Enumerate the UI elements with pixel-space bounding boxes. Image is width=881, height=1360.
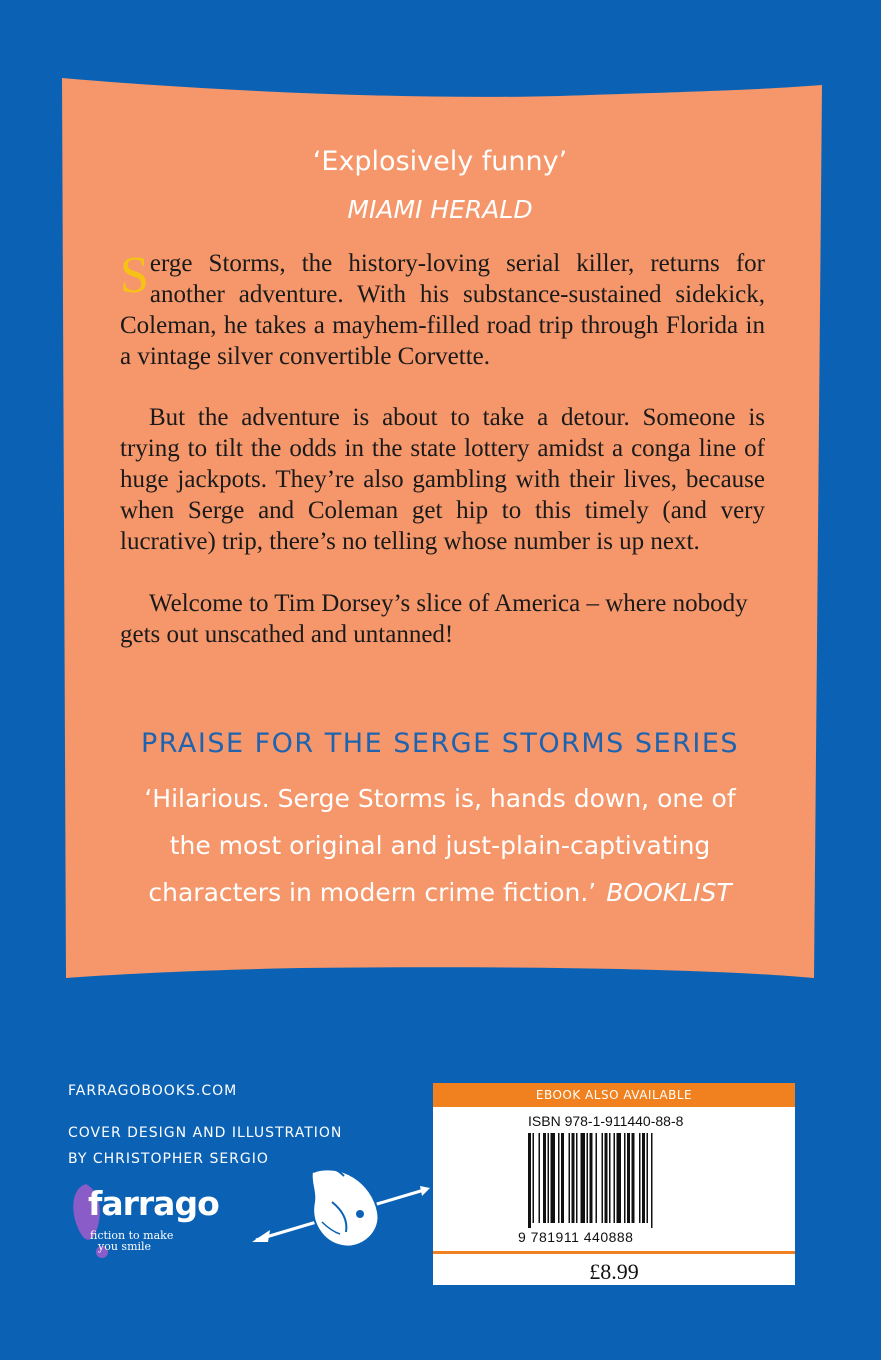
barcode-bar (624, 1133, 626, 1223)
barcode-bar (539, 1133, 541, 1223)
drop-cap: S (120, 247, 149, 304)
publisher-website[interactable]: FARRAGOBOOKS.COM (68, 1083, 238, 1099)
praise-quote (140, 775, 740, 916)
barcode-bar (569, 1133, 571, 1223)
barcode-bar (651, 1133, 653, 1228)
barcode-bar (596, 1133, 598, 1223)
barcode-bars (528, 1133, 698, 1228)
review-quote: ‘Explosively funny’ (312, 146, 568, 177)
barcode-bar (642, 1133, 645, 1223)
speared-fish-icon (252, 1162, 432, 1257)
barcode-bar (614, 1133, 616, 1223)
logo-tagline-2: you smile (98, 1240, 152, 1253)
blurb-text-3: Welcome to Tim Dorsey’s slice of America – where nobody gets out unscathed and untanned! (120, 590, 748, 648)
barcode-bar (587, 1133, 589, 1223)
logo-tagline-1: fiction to make (90, 1229, 174, 1242)
price-divider (433, 1251, 795, 1254)
barcode-bar (558, 1133, 560, 1223)
barcode-number: 9 781911 440888 (518, 1229, 634, 1245)
barcode-bar (639, 1133, 641, 1223)
barcode-bar (632, 1133, 635, 1223)
blurb-text-2: But the adventure is about to take a detour. Someone is trying to tilt the odds in the state lottery amidst a conga line of huge jackpots. They’re also gambling with their lives, because when Serge and Coleman get hip to this timely (and very lucrative) trip, there’s no telling whose number is up next. (120, 404, 765, 555)
review-source: MIAMI HERALD (347, 195, 533, 224)
barcode-bar (548, 1133, 550, 1223)
barcode-bar (543, 1133, 546, 1223)
barcode-panel (433, 1083, 795, 1285)
barcode-bar (609, 1133, 611, 1223)
barcode-bar (561, 1133, 564, 1223)
barcode-bar (551, 1133, 556, 1223)
barcode-bar (572, 1133, 575, 1223)
barcode-bar (581, 1133, 586, 1223)
praise-heading: PRAISE FOR THE SERGE STORMS SERIES (140, 728, 740, 759)
barcode-bar (533, 1133, 535, 1223)
barcode-bar (617, 1133, 622, 1223)
barcode-bar (605, 1133, 608, 1223)
blurb-text-1: erge Storms, the history-loving serial killer, returns for another adventure. With his substance-sustained sidekick, Coleman, he takes a mayhem-filled road trip through Florida in a vintage silver convertible Corvette. (120, 250, 765, 370)
blurb-paragraph-3 (120, 588, 765, 650)
cover-credit-line-1: COVER DESIGN AND ILLUSTRATION (68, 1125, 343, 1141)
price-label: £8.99 (589, 1259, 639, 1284)
barcode-bar (576, 1133, 578, 1223)
barcode-bar (627, 1133, 630, 1223)
isbn-label: ISBN 978-1-911440-88-8 (528, 1113, 684, 1129)
ebook-available-banner: EBOOK ALSO AVAILABLE (433, 1083, 795, 1107)
barcode-bar (528, 1133, 531, 1228)
blurb-paragraph-2 (120, 402, 765, 557)
farrago-logo (68, 1178, 218, 1268)
logo-wordmark: farrago (88, 1184, 219, 1223)
praise-quote-text: ‘Hilarious. Serge Storms is, hands down, one of the most original and just-plain-captivating characters in modern crime fiction.’ (144, 784, 736, 907)
barcode-bar (647, 1133, 649, 1223)
logo-tagline (90, 1230, 173, 1252)
barcode-bar (590, 1133, 593, 1223)
barcode-bar (602, 1133, 604, 1223)
cover-credit-line-2: BY CHRISTOPHER SERGIO (68, 1151, 269, 1167)
praise-source: BOOKLIST (606, 878, 732, 907)
blurb-paragraph-1 (120, 248, 765, 372)
